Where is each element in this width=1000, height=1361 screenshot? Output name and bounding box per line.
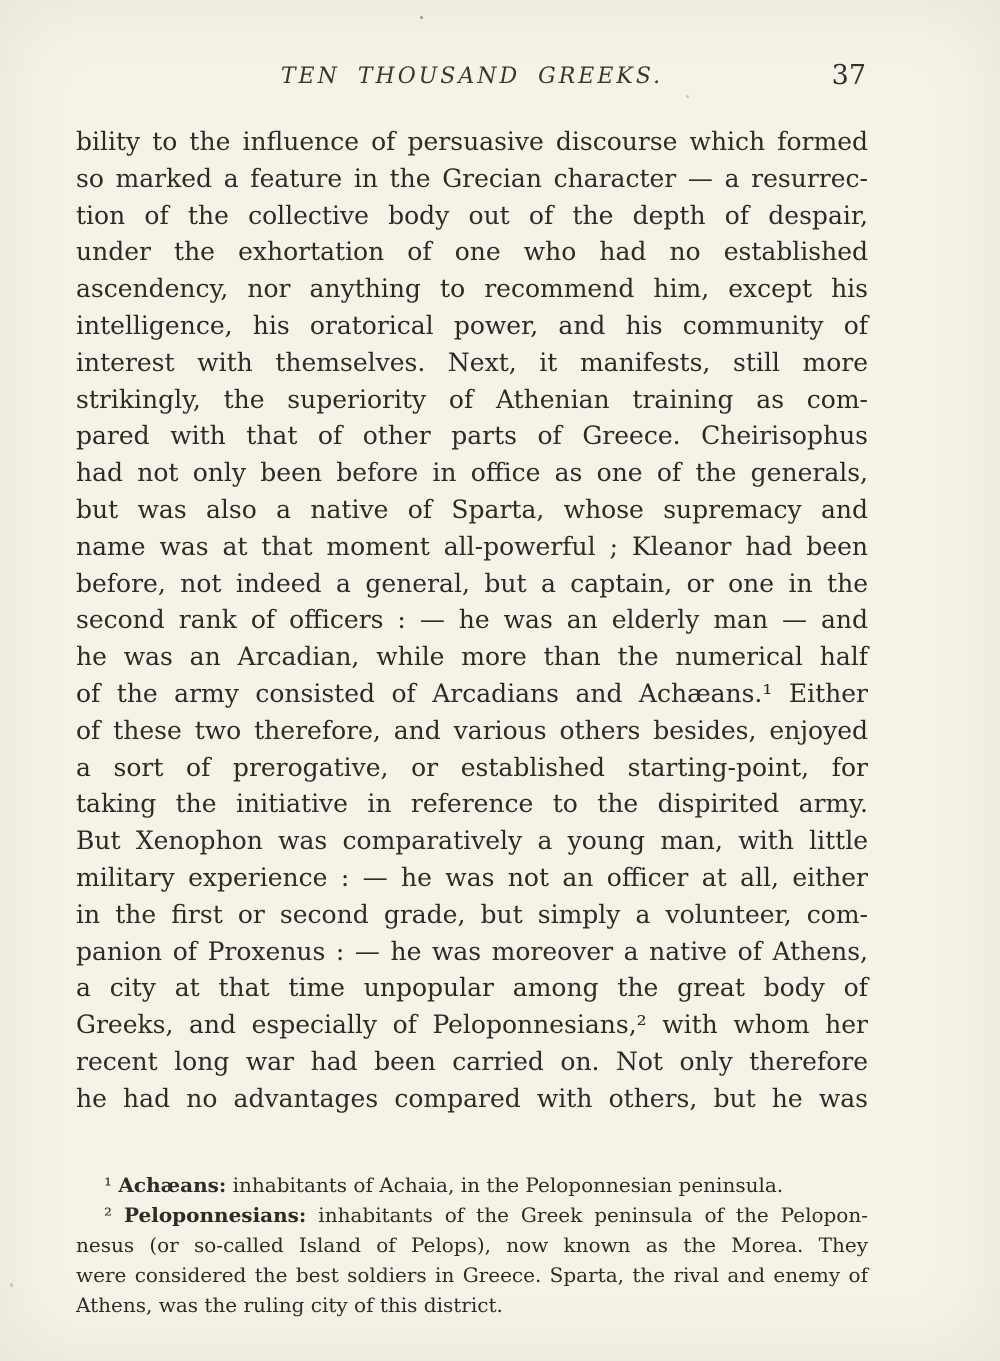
body-line: of these two therefore, and various others besides, enjoyed — [76, 715, 868, 745]
body-line: so marked a feature in the Grecian character — a resurrec- — [76, 163, 868, 193]
body-line: But Xenophon was comparatively a young man, with little — [76, 826, 868, 856]
body-line: had not only been before in office as one of the generals, — [76, 458, 868, 488]
body-line: under the exhortation of one who had no established — [76, 237, 868, 267]
footnote-text: ¹ — [104, 1173, 119, 1197]
body-line: strikingly, the superiority of Athenian training as com- — [76, 384, 868, 414]
body-text — [76, 124, 868, 1118]
body-line: second rank of officers : — he was an elderly man — and — [76, 605, 868, 635]
body-line: he had no advantages compared with others, but he was — [76, 1083, 868, 1113]
footnote-term: Achæans: — [118, 1173, 227, 1197]
body-line: interest with themselves. Next, it manifests, still more — [76, 347, 868, 377]
body-line: but was also a native of Sparta, whose supremacy and — [76, 494, 868, 524]
footnote-text: inhabitants of the Greek peninsula of the Pelopon- — [306, 1203, 868, 1227]
footnote-line — [76, 1230, 868, 1260]
page-number: 37 — [831, 60, 866, 91]
body-line: military experience : — he was not an officer at all, either — [76, 862, 868, 892]
body-line: intelligence, his oratorical power, and his community of — [76, 310, 868, 340]
scan-speck — [420, 16, 423, 19]
body-line: taking the initiative in reference to the dispirited army. — [76, 789, 868, 819]
body-line: a city at that time unpopular among the great body of — [76, 973, 868, 1003]
footnote-term: Peloponnesians: — [124, 1203, 307, 1227]
body-line: recent long war had been carried on. Not only therefore — [76, 1046, 868, 1076]
body-line: ascendency, nor anything to recommend him, except his — [76, 274, 868, 304]
body-line: panion of Proxenus : — he was moreover a native of Athens, — [76, 936, 868, 966]
body-line: tion of the collective body out of the depth of despair, — [76, 200, 868, 230]
page-header — [76, 62, 868, 98]
footnote-line — [76, 1290, 868, 1320]
body-line: a sort of prerogative, or established starting-point, for — [76, 752, 868, 782]
body-line: of the army consisted of Arcadians and Achæans.¹ Either — [76, 678, 868, 708]
footnote-text: were considered the best soldiers in Greece. Sparta, the rival and enemy of — [76, 1263, 868, 1287]
footnote-text: ² — [104, 1203, 125, 1227]
body-line: bility to the influence of persuasive discourse which formed — [76, 127, 868, 156]
body-line: pared with that of other parts of Greece. Cheirisophus — [76, 421, 868, 451]
body-line: before, not indeed a general, but a captain, or one in the — [76, 568, 868, 598]
footnote-text: Athens, was the ruling city of this district. — [76, 1293, 503, 1317]
footnote-line — [76, 1200, 868, 1230]
scan-speck — [10, 1283, 13, 1287]
body-line: Greeks, and especially of Peloponnesians,² with whom her — [76, 1010, 868, 1040]
body-line: name was at that moment all-powerful ; Kleanor had been — [76, 531, 868, 561]
footnote-line — [76, 1260, 868, 1290]
footnote-line — [76, 1170, 868, 1200]
body-line: in the first or second grade, but simply a volunteer, com- — [76, 899, 868, 929]
footnotes — [76, 1170, 868, 1320]
body-line: he was an Arcadian, while more than the numerical half — [76, 642, 868, 672]
footnote-text: nesus (or so-called Island of Pelops), now known as the Morea. They — [76, 1233, 868, 1257]
running-title: TEN THOUSAND GREEKS. — [280, 64, 664, 89]
footnote-text: inhabitants of Achaia, in the Peloponnesian peninsula. — [226, 1173, 784, 1197]
